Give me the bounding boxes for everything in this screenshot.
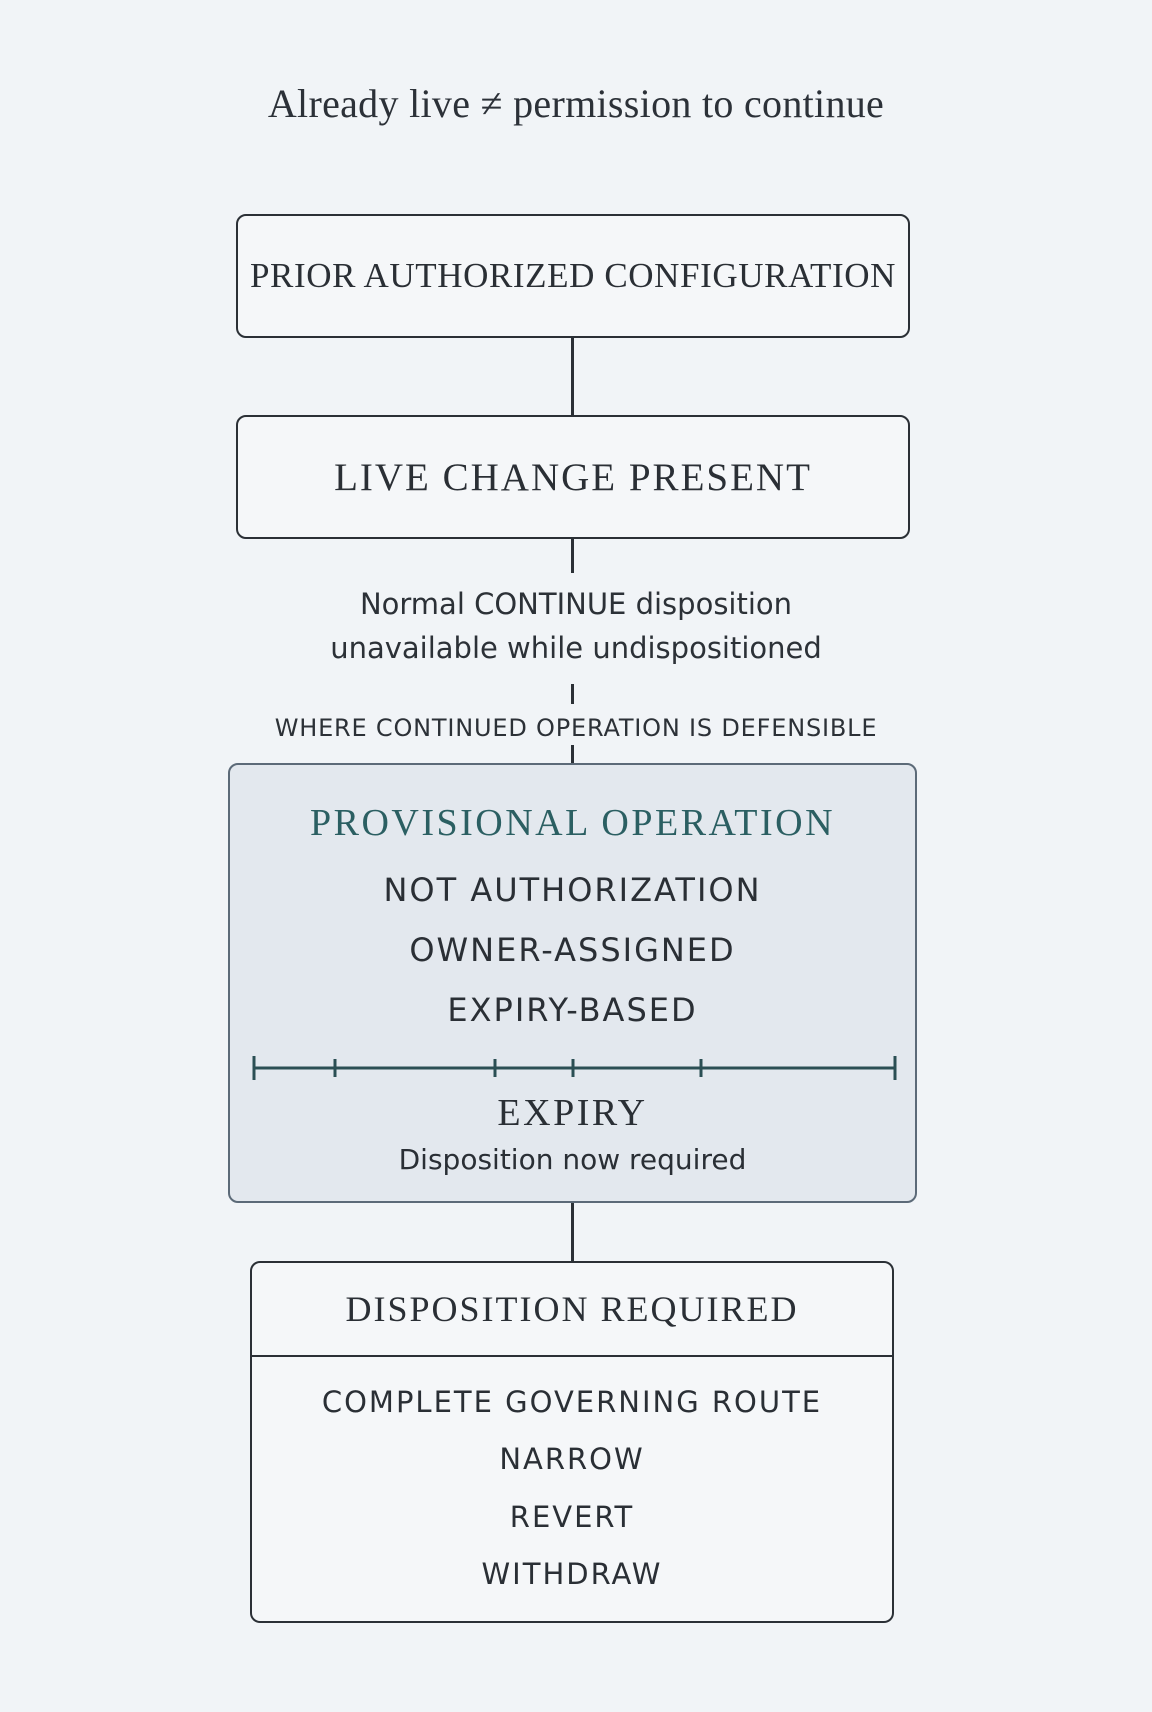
diagram-title: Already live ≠ permission to continue [267, 81, 885, 126]
provisional-operation-node [228, 763, 917, 1203]
expiry-label: EXPIRY [497, 1092, 648, 1134]
note-line-2: unavailable while undispositioned [330, 631, 822, 665]
disposition-required-node [250, 1261, 894, 1623]
provisional-item: NOT AUTHORIZATION [383, 871, 762, 909]
connector-prior-to-live [571, 338, 574, 415]
expiry-timeline [252, 1053, 897, 1083]
disposition-title: DISPOSITION REQUIRED [252, 1263, 892, 1357]
live-change-node [236, 415, 910, 539]
condition-label: WHERE CONTINUED OPERATION IS DEFENSIBLE [274, 714, 878, 742]
prior-configuration-label: PRIOR AUTHORIZED CONFIGURATION [249, 256, 897, 295]
connector-note-to-condition [571, 684, 574, 704]
disposition-option: WITHDRAW [481, 1557, 663, 1591]
disposition-option: REVERT [509, 1500, 635, 1534]
prior-configuration-node [236, 214, 910, 338]
provisional-item: EXPIRY-BASED [447, 991, 698, 1029]
provisional-item: OWNER-ASSIGNED [409, 931, 736, 969]
expiry-subtitle: Disposition now required [398, 1143, 747, 1176]
provisional-title: PROVISIONAL OPERATION [309, 802, 836, 844]
note-line-1: Normal CONTINUE disposition [359, 587, 793, 621]
connector-provisional-to-disposition [571, 1203, 574, 1261]
connector-live-to-note [571, 539, 574, 573]
connector-condition-to-provisional [571, 745, 574, 763]
disposition-option: NARROW [499, 1442, 645, 1476]
live-change-label: LIVE CHANGE PRESENT [334, 455, 812, 499]
disposition-option: COMPLETE GOVERNING ROUTE [321, 1385, 823, 1419]
